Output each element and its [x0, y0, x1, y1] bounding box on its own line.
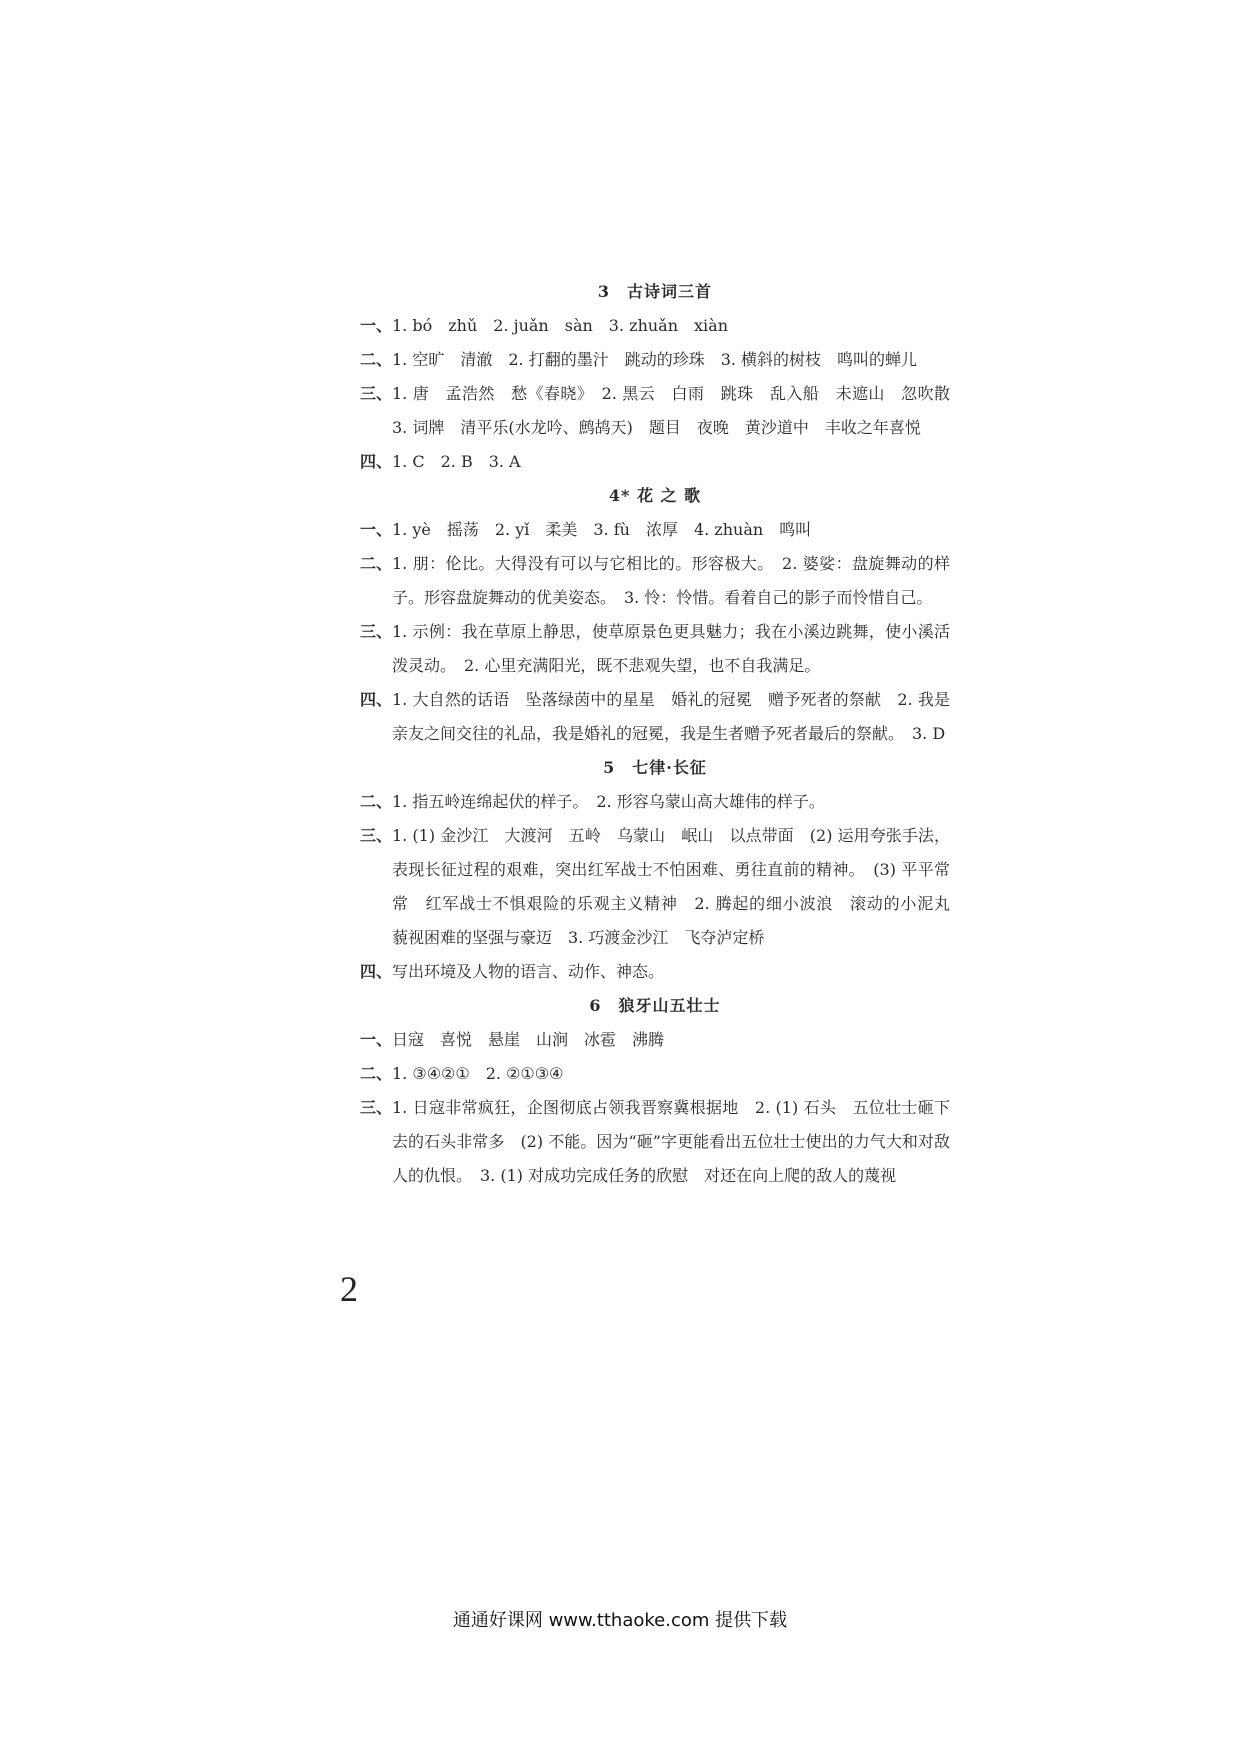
item-number: 一、	[360, 316, 393, 335]
item-text: 1. 日寇非常疯狂，企图彻底占领我晋察冀根据地 2. (1) 石头 五位壮士砸下去的石头非常多 (2) 不能。因为“砸”字更能看出五位壮士使出的力气大和对敌人的仇恨。 3. (1) 对成功完成任务的欣慰 对还在向上爬的敌人的蔑视	[392, 1098, 950, 1185]
item-number: 二、	[360, 1064, 393, 1083]
answer-item	[360, 955, 950, 989]
answer-item	[360, 683, 950, 751]
item-text: 写出环境及人物的语言、动作、神态。	[392, 962, 665, 981]
section-title: 6 狼牙山五壮士	[589, 996, 721, 1015]
item-number: 三、	[360, 622, 393, 641]
page-number: 2	[340, 1269, 358, 1309]
section-6	[360, 989, 950, 1193]
item-number: 一、	[360, 1030, 393, 1049]
item-number: 三、	[360, 826, 393, 845]
item-number: 三、	[360, 1098, 393, 1117]
footer-credit: 通通好课网 www.tthaoke.com 提供下载	[452, 1610, 788, 1631]
item-number: 一、	[360, 520, 393, 539]
answer-item	[360, 819, 967, 955]
item-text: 日寇 喜悦 悬崖 山涧 冰雹 沸腾	[392, 1030, 665, 1049]
answer-item	[360, 615, 950, 683]
item-text: 1. (1) 金沙江 大渡河 五岭 乌蒙山 岷山 以点带面 (2) 运用夸张手法，表现长征过程的艰难，突出红军战士不怕困难、勇往直前的精神。 (3) 平平常常 红军战士不惧艰险的乐观主义精神 2. 腾起的细小波浪 滚动的小泥丸 藐视困难的坚强与豪迈 3. 巧渡金沙江 飞夺泸定桥	[392, 826, 967, 947]
item-text: 1. bó zhǔ 2. juǎn sàn 3. zhuǎn xiàn	[392, 316, 729, 335]
item-text: 1. 示例：我在草原上静思，使草原景色更具魅力；我在小溪边跳舞，使小溪活泼灵动。 2. 心里充满阳光，既不悲观失望，也不自我满足。	[392, 622, 950, 675]
section-title: 3 古诗词三首	[597, 282, 713, 301]
answer-item	[360, 1091, 950, 1193]
section-4	[360, 479, 950, 751]
answer-item	[360, 377, 967, 445]
item-text: 1. 唐 孟浩然 愁《春晓》 2. 黑云 白雨 跳珠 乱入船 未遮山 忽吹散 3. 词牌 清平乐(水龙吟、鹧鸪天) 题目 夜晚 黄沙道中 丰收之年喜悦	[392, 384, 967, 437]
item-text: 1. yè 摇荡 2. yǐ 柔美 3. fù 浓厚 4. zhuàn 鸣叫	[392, 520, 812, 539]
answer-content	[360, 275, 967, 1193]
item-number: 三、	[360, 384, 393, 403]
answer-item	[360, 445, 950, 479]
item-number: 二、	[360, 792, 393, 811]
section-title: 5 七律·长征	[603, 758, 707, 777]
item-number: 四、	[360, 452, 393, 471]
answer-item	[360, 785, 950, 819]
section-title: 4* 花 之 歌	[608, 486, 702, 505]
item-text: 1. 大自然的话语 坠落绿茵中的星星 婚礼的冠冕 赠予死者的祭献 2. 我是亲友之间交往的礼品，我是婚礼的冠冕，我是生者赠予死者最后的祭献。 3. D	[392, 690, 950, 743]
item-text: 1. 空旷 清澈 2. 打翻的墨汁 跳动的珍珠 3. 横斜的树枝 鸣叫的蝉儿	[392, 350, 918, 369]
item-number: 四、	[360, 962, 393, 981]
answer-item	[360, 547, 950, 615]
answer-item	[360, 513, 950, 547]
item-text: 1. ③④②① 2. ②①③④	[392, 1064, 564, 1083]
item-number: 四、	[360, 690, 393, 709]
item-text: 1. 指五岭连绵起伏的样子。 2. 形容乌蒙山高大雄伟的样子。	[392, 792, 825, 811]
item-number: 二、	[360, 554, 393, 573]
item-text: 1. 朋：伦比。大得没有可以与它相比的。形容极大。 2. 婆娑：盘旋舞动的样子。形容盘旋舞动的优美姿态。 3. 怜：怜惜。看着自己的影子而怜惜自己。	[392, 554, 950, 607]
answer-item	[360, 343, 950, 377]
item-text: 1. C 2. B 3. A	[392, 452, 521, 471]
section-3	[360, 275, 967, 479]
answer-item	[360, 1057, 950, 1091]
item-number: 二、	[360, 350, 393, 369]
answer-item	[360, 309, 950, 343]
section-5	[360, 751, 967, 989]
answer-item	[360, 1023, 950, 1057]
